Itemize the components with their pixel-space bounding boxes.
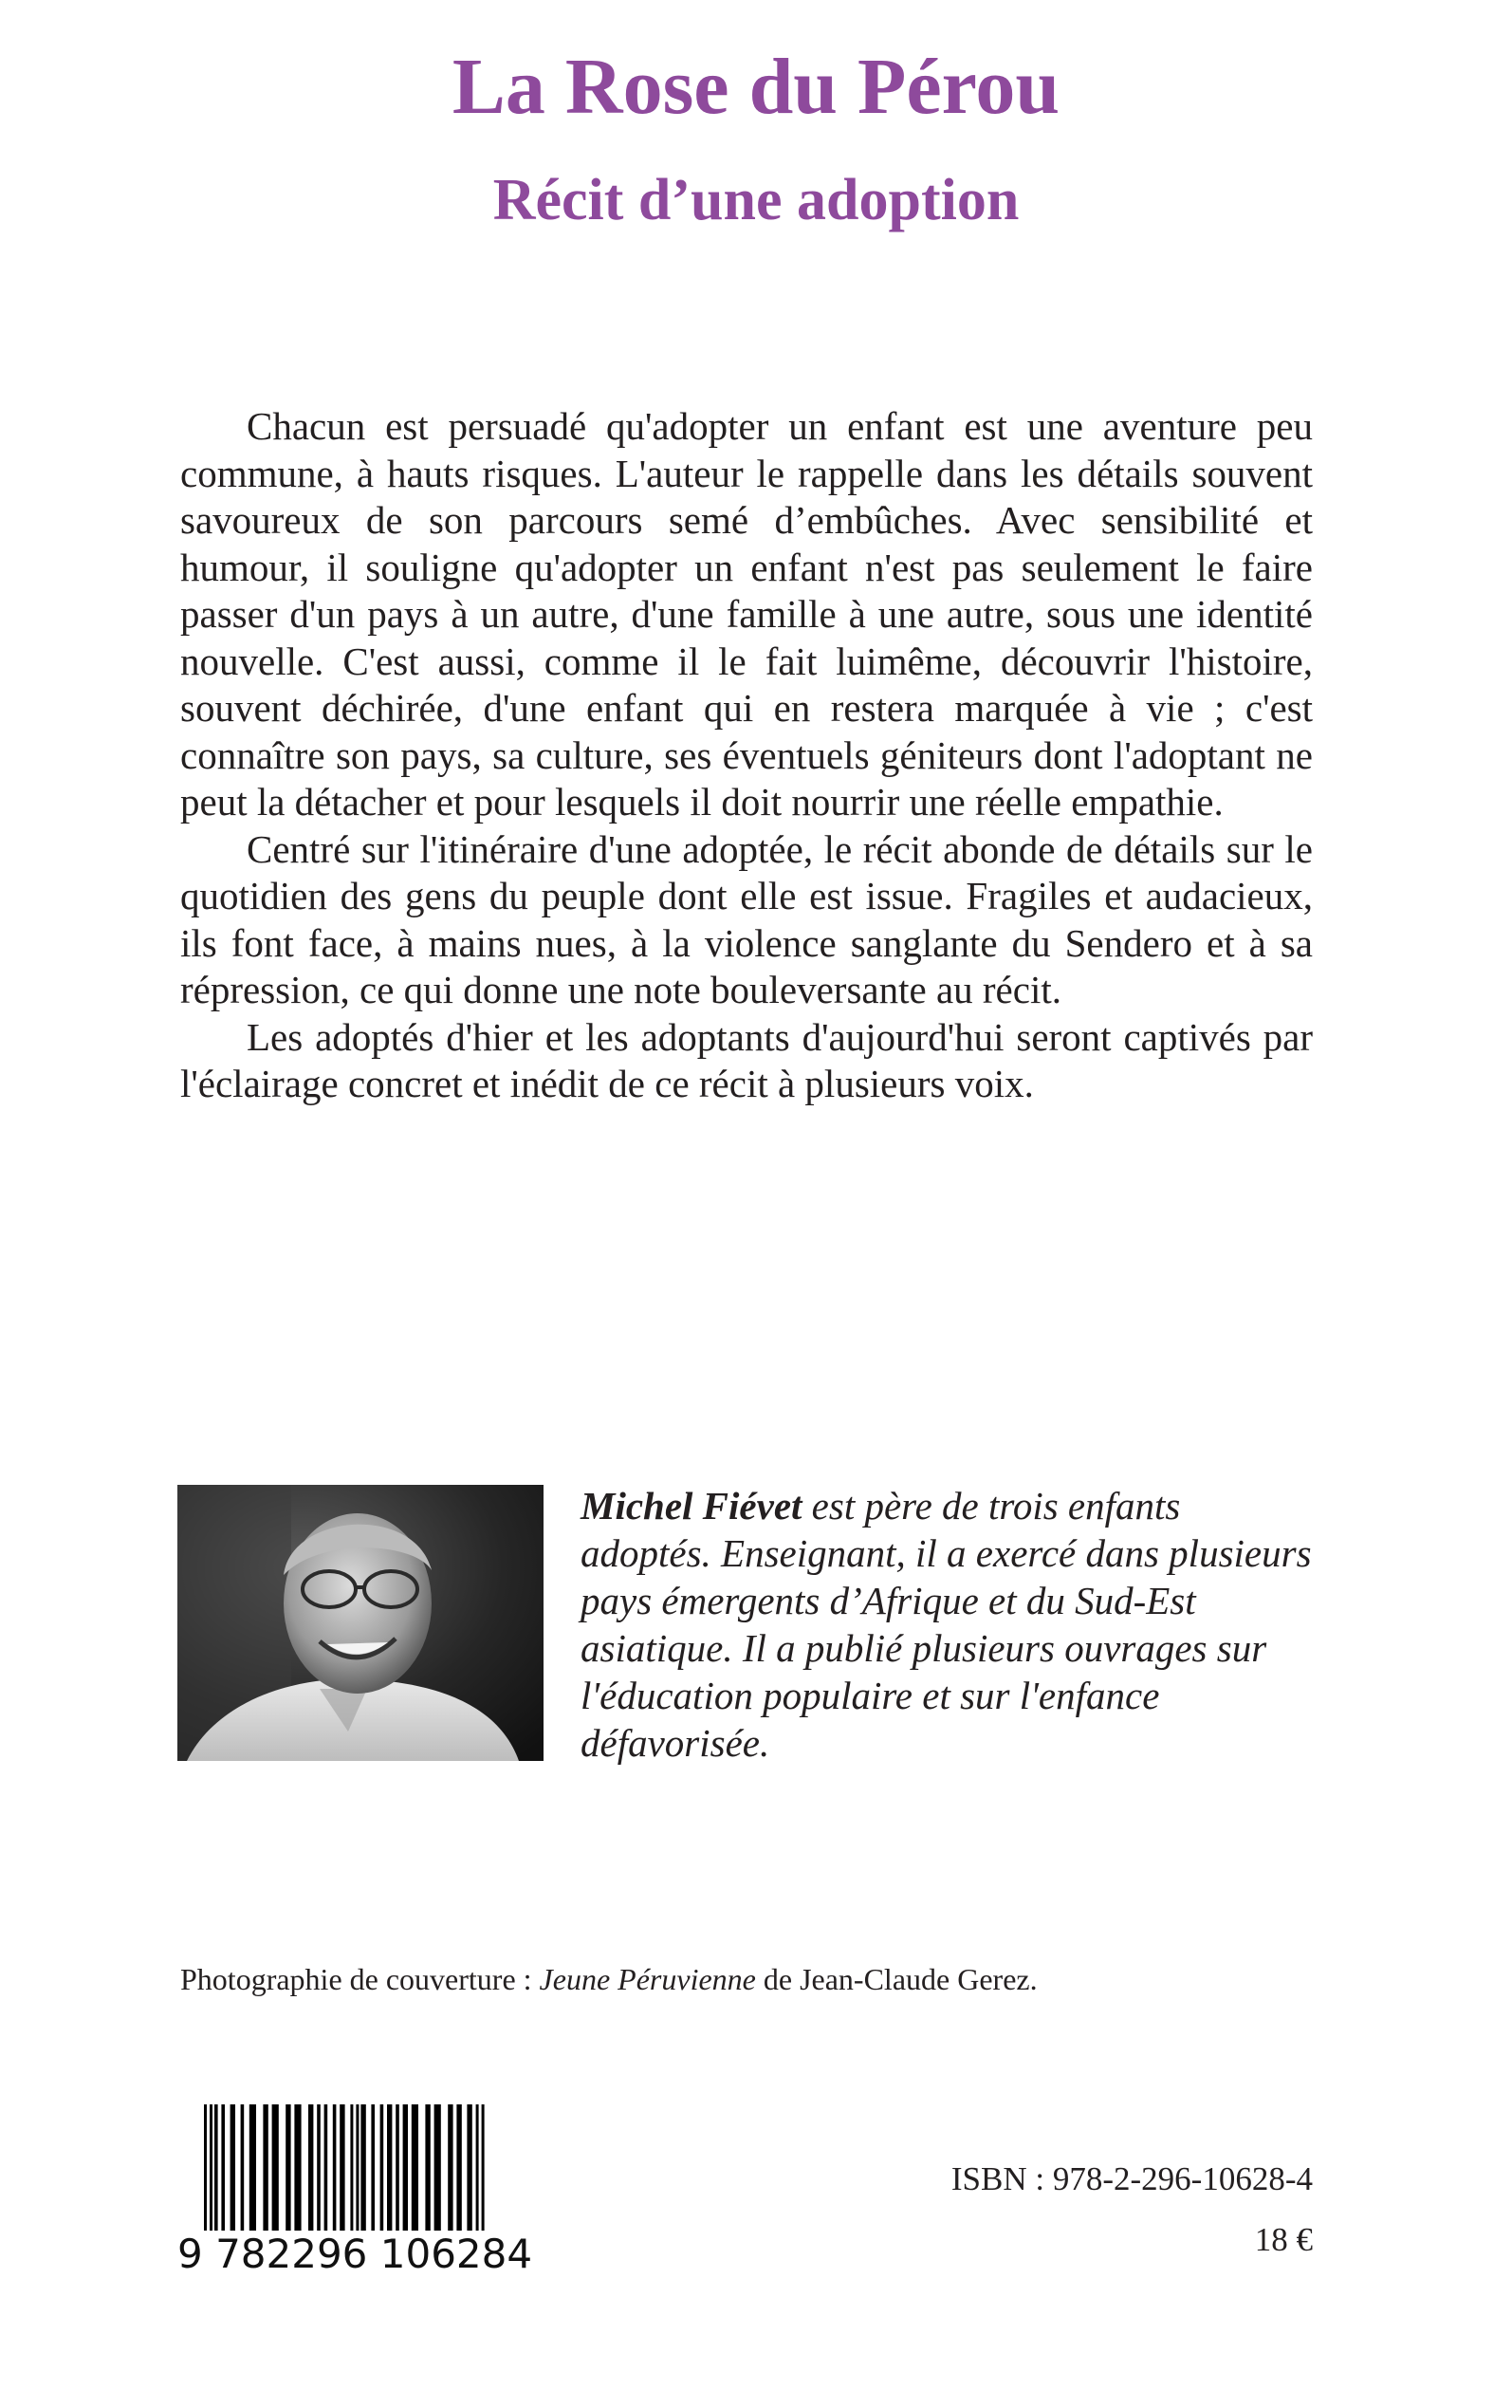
author-bio <box>581 1482 1313 1767</box>
barcode-bar <box>360 2104 365 2247</box>
barcode-bar <box>308 2104 313 2247</box>
barcode-bar <box>340 2104 344 2247</box>
blurb-paragraph: Centré sur l'itinéraire d'une adoptée, le récit abonde de détails sur le quotidien des gens du peuple dont elle est issue. Fragiles et audacieux, ils font face, à mains nues, à la violence sanglante du Sendero et à sa répression, ce qui donne une note bouleversante au récit. <box>180 826 1313 1011</box>
barcode-digits-text: 9 782296 106284 <box>177 2231 533 2277</box>
barcode-bar <box>456 2104 461 2247</box>
barcode-bar <box>214 2104 218 2247</box>
barcode-bar <box>294 2104 301 2247</box>
author-name: Michel Fiévet <box>581 1484 802 1528</box>
barcode-bar <box>286 2104 290 2247</box>
barcode-bar <box>333 2104 337 2247</box>
barcode-bar <box>425 2104 430 2247</box>
barcode-bar <box>371 2104 375 2247</box>
barcode-bar <box>412 2104 418 2247</box>
back-cover-blurb <box>180 403 1313 1108</box>
cover-photo-credit <box>180 1960 1038 1998</box>
credit-suffix: de Jean-Claude Gerez. <box>755 1962 1038 1996</box>
author-portrait-icon <box>177 1485 544 1761</box>
book-subtitle: Récit d’une adoption <box>492 168 1020 232</box>
blurb-paragraph: Chacun est persuadé qu'adopter un enfant est une aventure peu commune, à hauts risques. L'auteur le rappelle dans les détails souvent savoureux de son parcours semé d’embûches. Avec sensibilité et humour, il souligne qu'adopter un enfant n'est pas seulement le faire passer d'un pays à un autre, d'une famille à une autre, sous une identité nouvelle. C'est aussi, comme il le fait luimême, découvrir l'histoire, souvent déchirée, d'une enfant qui en restera marquée à vie ; c'est connaître son pays, sa culture, ses éventuels géniteurs dont l'adoptant ne peut la détacher et pour lesquels il doit nourrir une réelle empathie. <box>180 404 1313 824</box>
barcode-bar <box>396 2104 399 2247</box>
blurb-paragraph: Les adoptés d'hier et les adoptants d'aujourd'hui seront captivés par l'éclairage concret et inédit de ce récit à plusieurs voix. <box>180 1014 1313 1105</box>
book-title: La Rose du Pérou <box>452 43 1060 131</box>
barcode-bar <box>230 2104 235 2247</box>
credit-prefix: Photographie de couverture : <box>180 1962 540 1996</box>
barcode-bar <box>263 2104 267 2247</box>
isbn: ISBN : 978-2-296-10628-4 <box>950 2160 1313 2197</box>
barcode-bar <box>448 2104 452 2247</box>
barcode-bar <box>272 2104 279 2247</box>
barcode-bar <box>380 2104 384 2247</box>
barcode-bar <box>324 2104 328 2247</box>
barcode-digits <box>175 2232 534 2277</box>
barcode-bar <box>434 2104 441 2247</box>
barcode-bar <box>249 2104 256 2247</box>
barcode-bar <box>241 2104 245 2247</box>
barcode-bar <box>467 2104 471 2247</box>
barcode-bar <box>387 2104 392 2247</box>
barcode-bar <box>317 2104 321 2247</box>
barcode-bar <box>221 2104 225 2247</box>
price: 18 € <box>1254 2221 1313 2258</box>
credit-work-title: Jeune Péruvienne <box>539 1962 756 1996</box>
author-bio-text: est père de trois enfants adoptés. Enseignant, il a exercé dans plusieurs pays émergents d’Afrique et du Sud-Est asiatique. Il a publié plusieurs ouvrages sur l'éducation populaire et sur l'enfance défavorisée. <box>581 1484 1312 1765</box>
barcode-bar <box>403 2104 408 2247</box>
author-photo <box>177 1485 544 1761</box>
